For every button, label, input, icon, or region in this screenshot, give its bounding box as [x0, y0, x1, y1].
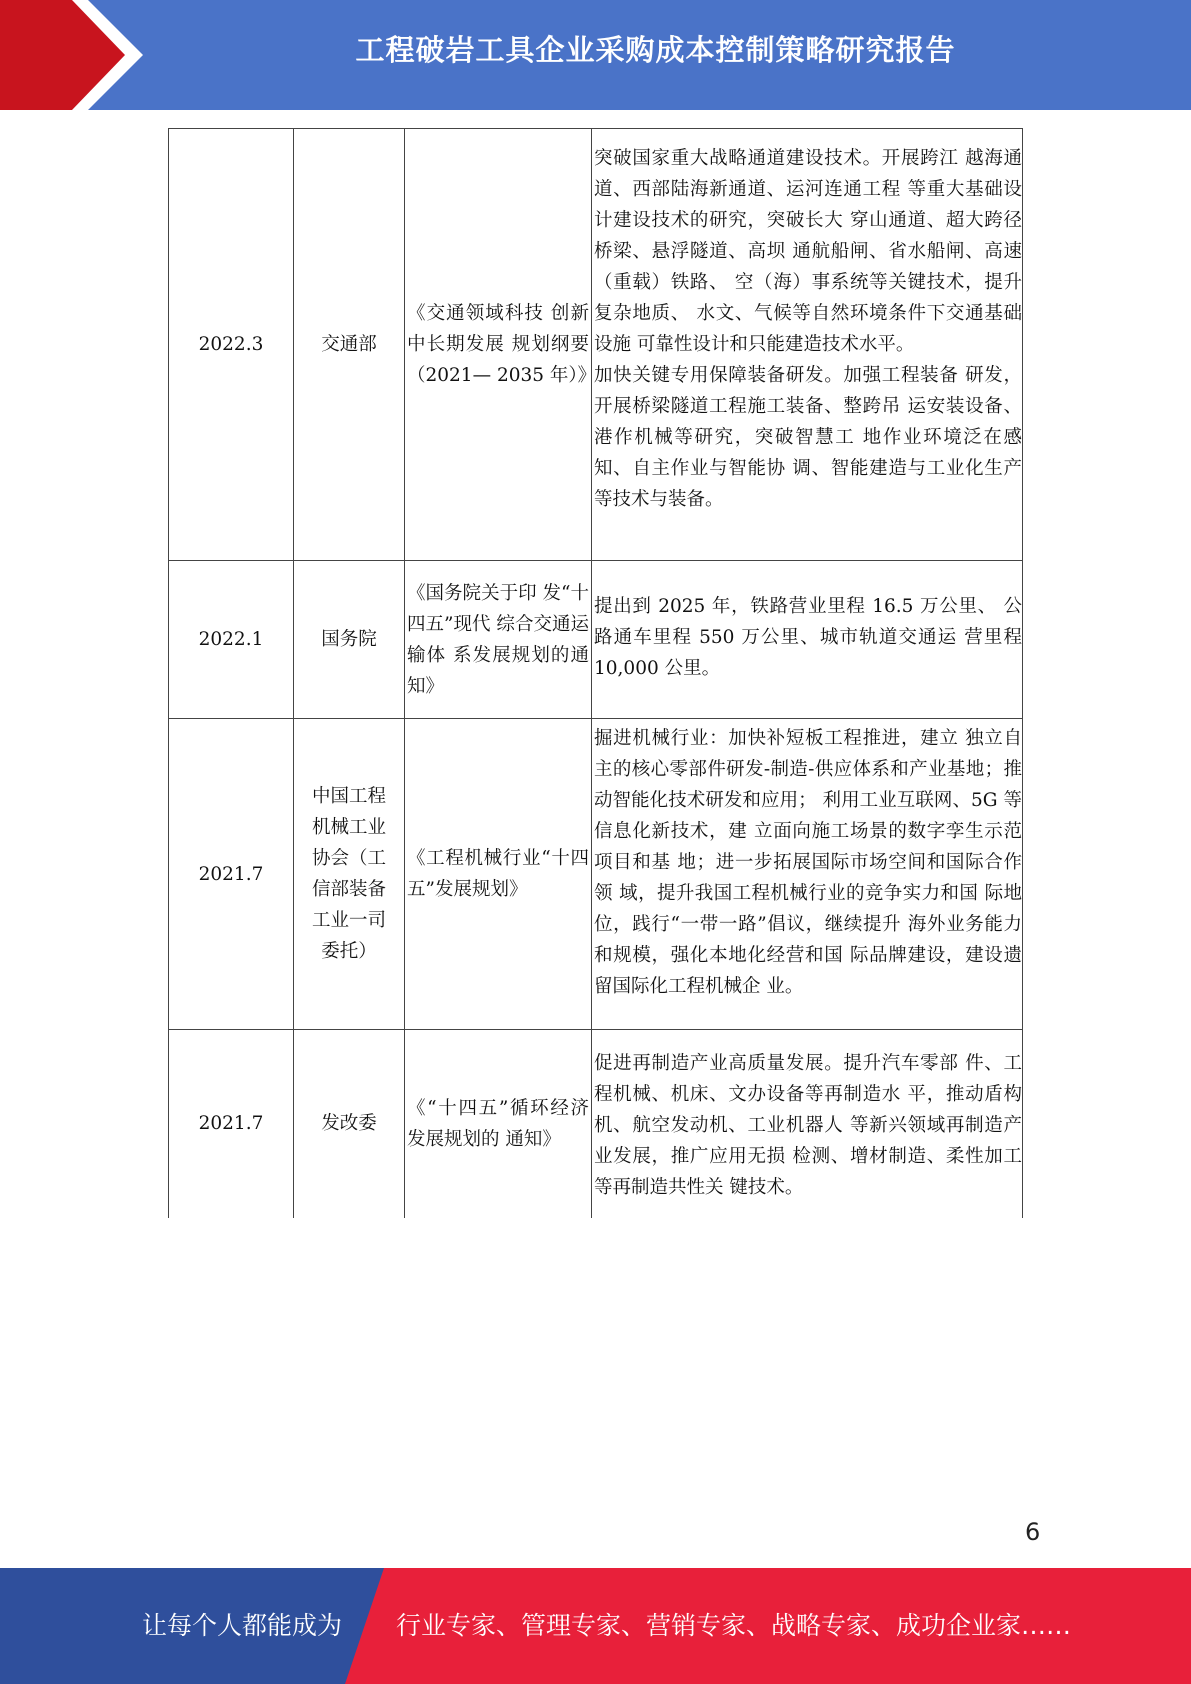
content-cell [592, 129, 1023, 561]
table-row [169, 719, 1023, 1030]
page-number: 6 [1025, 1518, 1041, 1546]
content-paragraph: 掘进机械行业：加快补短板工程推进，建立 独立自主的核心零部件研发-制造-供应体系和产业基地；推动智能化技术研发和应用； 利用工业互联网、5G 等信息化新技术，建 立面向施工场景的数字孪生示范项目和基 地；进一步拓展国际市场空间和国际合作领 域，提升我国工程机械行业的竞争实力和国 际地位，践行“一带一路”倡议，继续提升 海外业务能力和规模，强化本地化经营和国 际品牌建设，建设遗留国际化工程机械企 业。 [594, 728, 1022, 997]
date-cell: 2022.1 [169, 561, 294, 719]
content-paragraph: 提出到 2025 年，铁路营业里程 16.5 万公里、 公路通车里程 550 万公里、城市轨道交通运 营里程 10,000 公里。 [594, 596, 1022, 679]
content-cell [592, 1030, 1023, 1218]
department-cell [294, 561, 405, 719]
table-row [169, 1030, 1023, 1218]
department-label: 发改委 [321, 1113, 377, 1135]
document-cell: 《交通领域科技 创新中长期发展 规划纲要（2021— 2035 年）》 [405, 129, 592, 561]
content-paragraph: 促进再制造产业高质量发展。提升汽车零部 件、工程机械、机床、文办设备等再制造水 平，推动盾构机、航空发动机、工业机器人 等新兴领域再制造产业发展，推广应用无损 检测、增材制造、柔性加工等再制造共性关 键技术。 [594, 1053, 1022, 1198]
date-cell: 2021.7 [169, 719, 294, 1030]
footer-slogan-right: 行业专家、管理专家、营销专家、战略专家、成功企业家…… [396, 1611, 1072, 1640]
department-cell [294, 1030, 405, 1218]
content-cell [592, 561, 1023, 719]
policy-table [168, 128, 1023, 1218]
document-cell: 《“十四五”循环经济发展规划的 通知》 [405, 1030, 592, 1218]
department-label: 国务院 [321, 629, 377, 650]
report-title: 工程破岩工具企业采购成本控制策略研究报告 [355, 33, 956, 67]
content-paragraph: 加快关键专用保障装备研发。加强工程装备 研发，开展桥梁隧道工程施工装备、整跨吊 运安装设备、港作机械等研究，突破智慧工 地作业环境泛在感知、自主作业与智能协 调、智能建造与工业化生产等技术与装备。 [594, 365, 1022, 510]
table-row [169, 129, 1023, 561]
document-cell: 《国务院关于印 发“十四五”现代 综合交通运输体 系发展规划的通 知》 [405, 561, 592, 719]
content-paragraph: 突破国家重大战略通道建设技术。开展跨江 越海通道、西部陆海新通道、运河连通工程 等重大基础设计建设技术的研究，突破长大 穿山通道、超大跨径桥梁、悬浮隧道、高坝 通航船闸、省水船闸、高速（重载）铁路、 空（海）事系统等关键技术，提升复杂地质、 水文、气候等自然环境条件下交通基础设施 可靠性设计和只能建造技术水平。 [594, 148, 1022, 355]
page-footer [0, 1568, 1191, 1684]
footer-slogan-left: 让每个人都能成为 [142, 1611, 343, 1640]
table-row [169, 561, 1023, 719]
department-cell [294, 719, 405, 1030]
department-cell [294, 129, 405, 561]
department-label: 中国工程机械工业协会（工信部装备工业一司委托） [311, 786, 386, 962]
content-cell [592, 719, 1023, 1030]
header-arrow-icon [0, 0, 150, 110]
department-label: 交通部 [321, 334, 377, 355]
date-cell: 2021.7 [169, 1030, 294, 1218]
date-cell: 2022.3 [169, 129, 294, 561]
document-cell: 《工程机械行业“十四五”发展规划》 [405, 719, 592, 1030]
page-header [0, 0, 1191, 110]
